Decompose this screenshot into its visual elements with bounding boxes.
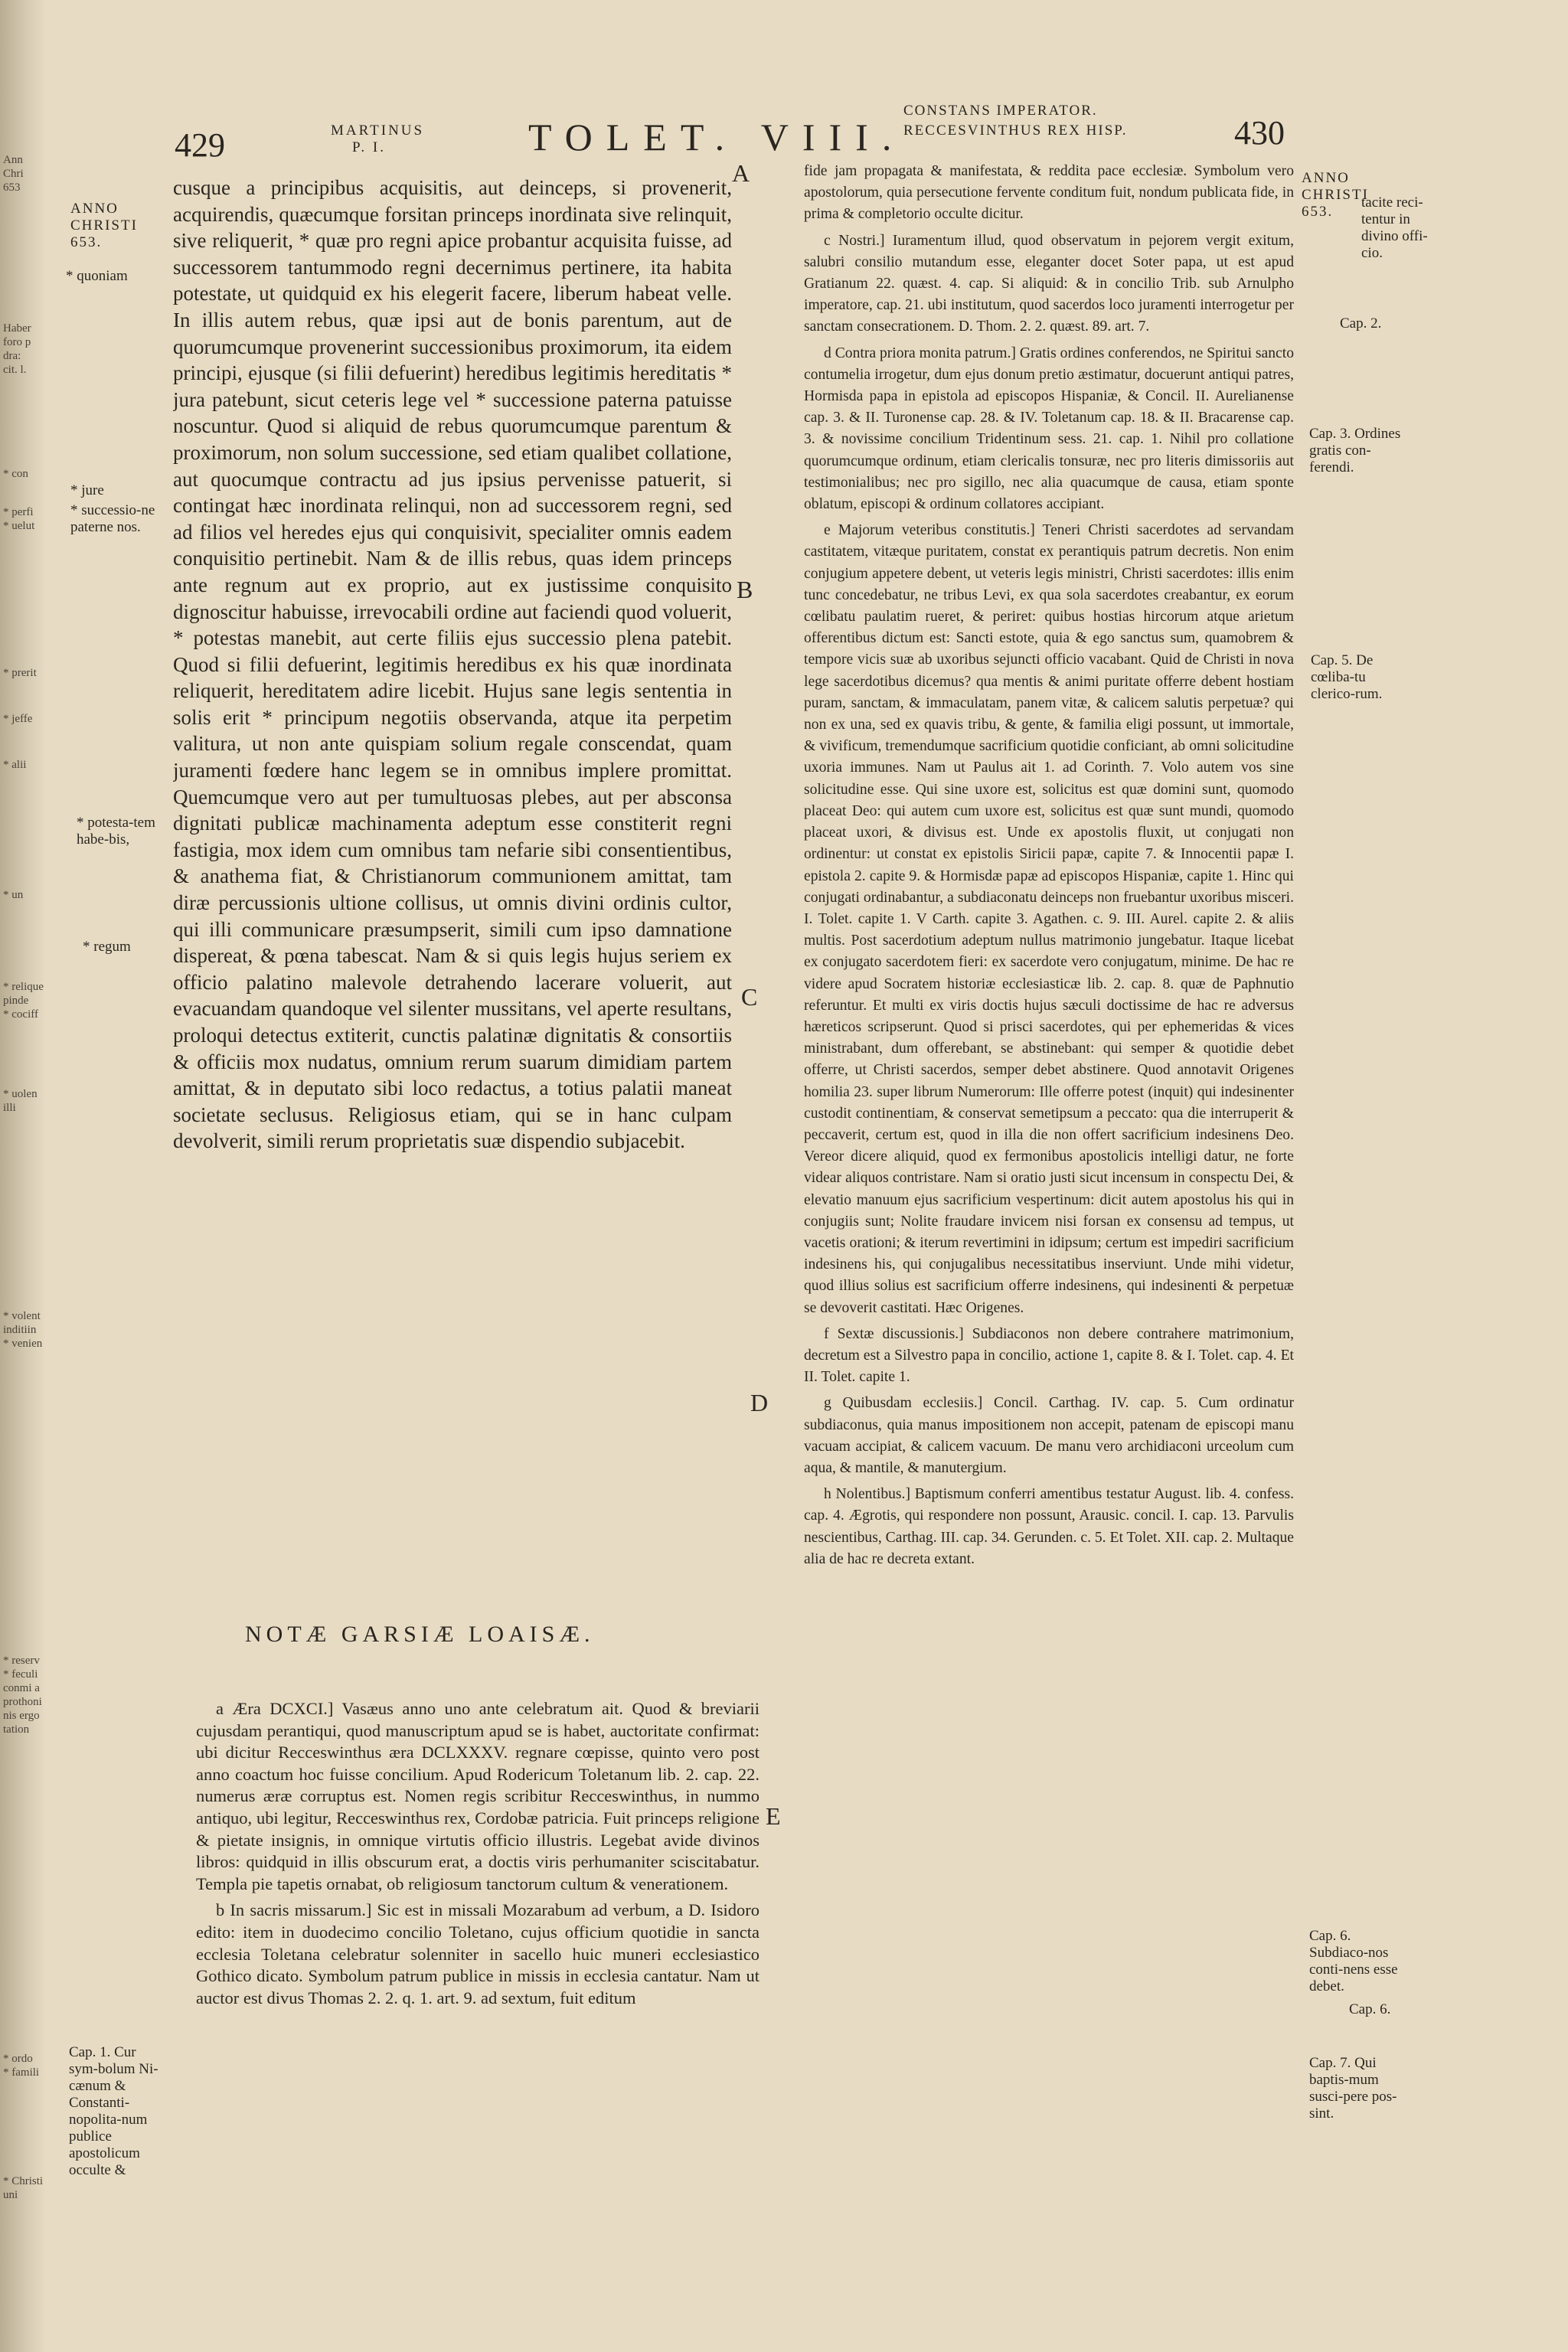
king-heading: RECCESVINTHUS REX HISP. [903,122,1128,139]
note-c: c Nostri.] Iuramentum illud, quod observatum in pejorem vergit exitum, salubri consilio mutandum esse, eleganter docet Soter papa, ut est apud Gratianum 22. quæst. 4. cap. Si aliquid: & in concilio Trib. sub Arnulpho imperatore, cap. 21. ubi institutum, quod sacerdos loco juramenti interrogetur per sanctam consecrationem. D. Thom. 2. 2. quæst. 89. art. 7. [804,232,1294,335]
note-a-continued: fide jam propagata & manifestata, & reddita pace ecclesiæ. Symbolum vero apostolorum, quia persecutione fervente conditum fuit, nondum publicata fide, in prima & completorio occulte dicitur. [804,163,1294,223]
margin-cap-6a: Cap. 6. Subdiaco-nos conti-nens esse debet. [1309,1928,1398,1994]
section-letter-b: B [737,576,753,603]
margin-year-left: ANNO CHRISTI 653. [70,201,138,250]
emperor-heading: CONSTANS IMPERATOR. [903,103,1098,119]
right-column-text [804,161,1294,2312]
margin-cap-3: Cap. 3. Ordines gratis con-ferendi. [1309,426,1401,475]
margin-note-quoniam: * quoniam [66,268,128,284]
left-column-paragraph: cusque a principibus acquisitis, aut deinceps, si provenerit, acquirendis, quæcumque forsitan princeps inordinata sive relinquit, sive reliquerit, * quæ pro regni apice probantur acquisita fuisse, ad successorem tantummodo regni decernimus pertinere, ita habita potestate, ut quidquid ex his elegerit facere, liberum habeat velle. In illis autem rebus, quæ ipsi aut de bonis parentum, aut de quorumcumque provenerint successionibus proximorum, ita eidem principi, ejusque (si filii defuerint) heredibus legitimis hereditatis * jura patebunt, sicut ceteris lege vel * successione paterna patuisse noscuntur. Quod si aliquid de rebus quorumcumque parentum & proximorum, non solum successione, sed etiam qualibet collatione, aut quocumque contractu ad jus ipsius pervenisse patuerit, si contingat hæc inordinata relinqui, non ad successorem regni, sed ad filios vel heredes ejus qui conquisivit, specialiter omnis eadem conquisitio pertinebit. Nam & de illis rebus, quas idem princeps ante regnum aut ex proprio, aut ex justissime conquisito dignoscitur habuisse, irrevocabili ordine aut faciendi quod voluerit, * potestas manebit, aut certe filiis ejus successio plena patebit. Quod si filii defuerint, legitimis heredibus ex his quæ inordinata reliquerit, hereditatem adire licebit. Hujus sane legis sententia in solis erit * principum negotiis observanda, atque ita perpetim valitura, ut non ante quispiam solium regale conscendat, quam juramenti fœdere hanc legem se in omnibus implere promittat. Quemcumque vero aut per tumultuosas plebes, aut per absconsa dignitati publicæ machinamenta adeptum esse constiterit regni fastigia, mox idem cum omnibus tam nefarie sibi consentientibus, & anathema fiat, & Christianorum communionem amittat, tam diræ percussionis ultione collisus, ut omnis divini ordinis cultor, qui illi communicare præsumpserit, simili cum ipso damnatione dispereat, & pœna tabescat. Nam & si quis legis hujus seriem ex officio palatino malevole detrahendo lacerare voluerit, aut evacuandam quandoque vel silenter mussitans, vel aperte resultans, proloqui detectus extiterit, cunctis palatinæ dignitatis & consortiis & officiis mox nudatus, omnium rerum suarum dimidiam partem amittat, & in deputato sibi loco redactus, a totius palatii maneat societate seclusus. Religiosus etiam, qui se in hanc culpam devolverit, simili rerum proprietatis suæ dispendio subjacebit. [173,176,732,1153]
note-b: b In sacris missarum.] Sic est in missali Mozarabum ad verbum, a D. Isidoro edito: item in duodecimo concilio Toletano, cujus officium quotidie in sancta ecclesia Toletana celebratur solenniter in sacello huic muneri ecclesiastico Gothico dicato. Symbolum patrum publice in missis in ecclesia cantatur. Nam ut auctor est divus Thomas 2. 2. q. 1. art. 9. ad sextum, fuit editum [196,1900,760,2007]
margin-note-successio: * successio-ne paterne nos. [70,502,155,535]
margin-note-tacite: tacite reci-tentur in divino offi-cio. [1361,194,1428,261]
page-number-left: 429 [175,126,225,164]
left-column-text [173,175,732,1583]
note-e: e Majorum veteribus constitutis.] Teneri Christi sacerdotes ad servandam castitatem, vitæque puritatem, constat ex perantiquis patrum decretis. Non enim conjugium appetere debent, ut veteris legis ministri, Christi sacerdotes: illis enim tunc concedebatur, ne tribus Levi, ex qua sola sacerdotes creabantur, ex eorum cœlibatu paulatim rueret, & periret: quibus hostias hircorum atque arietum offerentibus dictum est: Sancti estote, quia & ego sanctus sum, quamobrem & tempore vicis suæ ab uxoribus sejuncti officio vacabant. Quid de Christi in nova lege sacerdotibus dicemus? qua mentis & animi puritate offerre debent hostiam puram, sanctam, & immaculatam, panem vitæ, & calicem salutis perpetuæ? qui non ex una, sed ex quavis tribu, & gente, & familia eligi possunt, ut immortale, & vivificum, tremendumque sacrificium quotidie conficiant, ab omni solicitudine uxoria immunes. Nam ut Paulus ait 1. ad Corinth. 7. Volo autem vos sine solicitudine esse. Qui sine uxore est, solicitus est quæ domini sunt, quomodo placeat Deo: qui autem cum uxore est, solicitus est quæ sunt mundi, quomodo placeat uxori, & divisus est. Unde ex apostolis fluxit, ut conjugati non ordinentur: ut constat ex epistolis Siricii papæ, capite 7. & Innocentii papæ I. epistola 2. capite 9. & Hormisdæ papæ ad episcopos Hispaniæ, capite 1. Hinc qui conjugati ordinabantur, a subdiaconatu deinceps non fruebantur uxoribus misceri. I. Tolet. capite 1. V Carth. capite 3. Agathen. c. 9. III. Aurel. capite 2. & aliis multis. Post sacerdotium adeptum nullus matrimonio jungebatur. Itaque licebat ex conjugato sacerdotem fieri: ex sacerdote vero conjugatum, minime. De hac re videre apud Socratem historiæ ecclesiasticæ lib. 2. cap. 8. quæ de Paphnutio referuntur. Et multi ex viris doctis hujus sæculi doctissime de hac re adversus hæreticos scripserunt. Quod si prisci sacerdotes, qui per ephemeridas & vices ministrabant, dum offerebant, se abstinebant: qui semper & quotidie debet offerre, ut Christi sacerdos, semper debet abstinere. Quod annotavit Origenes homilia 23. super librum Numerorum: Ille offerre potest (inquit) qui indesinenter custodit continentiam, & conservat semetipsum a peccato: qua die interruperit & peccaverit, certum est, quod in illa die non offert sacrificium indesinens Deo. Vereor dicere aliquid, quod ex fermonibus apostolicis intelligi datur, ne forte videar aliquos contristare. Nam si oratio justi sicut incensum in conspectu Dei, & elevatio manuum ejus sacrificium vespertinum: dicit autem apostolus his qui in conjugiis sunt; Nolite fraudare invicem nisi forsan ex consensu ad tempus, ut vacetis orationi; & iterum revertimini in idipsum; certum est impediri sacrificium indesinens his, qui conjugalibus necessitatibus inserviunt. Unde mihi videtur, quod illius solius est sacrificium offerre indesinens, qui indesinenti & perpetuæ se devoverit castitati. Hæc Origenes. [804,522,1294,1316]
section-letter-c: C [741,983,758,1011]
notes-section-title: NOTÆ GARSIÆ LOAISÆ. [245,1622,595,1647]
margin-note-jure: * jure [70,482,104,498]
margin-cap-2: Cap. 2. [1340,315,1382,332]
note-g: g Quibusdam ecclesiis.] Concil. Carthag. IV. cap. 5. Cum ordinatur subdiaconus, quia manus impositionem non accepit, patenam de episcopi manu vacuam accipiat, & calicem vacuum. De manu vero archidiaconi urceolum cum aqua, & mantile, & manutergium. [804,1395,1294,1476]
section-letter-e: E [766,1802,781,1830]
margin-cap-6b: Cap. 6. [1349,2001,1391,2017]
left-notes [196,1694,760,2283]
margin-note-regum: * regum [83,939,131,955]
note-a: a Æra DCXCI.] Vasæus anno uno ante celebratum ait. Quod & breviarii cujusdam perantiqui, quod manuscriptum apud se is habet, auctoritate confirmat: ubi dicitur Recceswinthus æra DCLXXXV. regnare cœpisse, quinto vero post anno coactum hoc fuisse concilium. Apud Rodericum Toletanum lib. 2. cap. 22. numerus æræ corruptus est. Nomen regis scribitur Recceswinthus, in nummo antiquo, ubi legitur, Recceswinthus rex, Cordobæ patricia. Fuit princeps religione & pietate insignis, in omnique virtutis officio illustris. Legebat avide divinos libros: quidquid in illis obscurum erat, a doctis viris perhumaniter sciscitabatur. Templa pie tapetis ornabat, ob religiosum tanctorum cultum & venerationem. [196,1699,760,1893]
margin-cap-1: Cap. 1. Cur sym-bolum Ni-cænum & Constanti-nopolita-num publice apostolicum occulte & [69,2044,158,2178]
running-title: TOLET. VIII. [528,116,906,158]
pope-heading: MARTINUS P. I. [331,122,425,155]
previous-page-edge: Ann Chri 653 Haber foro p dra: cit. l. * con * perfi * uelut * prerit * jeffe * alii * un * relique pinde * cociff * uolen illi * volent inditiin * venien * reserv * feculi conmi a prothoni nis ergo tation * ordo * famili * Christi uni [0,0,46,2352]
margin-cap-5: Cap. 5. De cœliba-tu clerico-rum. [1311,652,1383,702]
margin-note-potestatem: * potesta-tem habe-bis, [77,815,155,848]
page-number-right: 430 [1234,114,1285,152]
margin-year-right: ANNO CHRISTI 653. [1302,170,1369,220]
section-letter-a: A [732,159,750,187]
note-f: f Sextæ discussionis.] Subdiaconos non debere contrahere matrimonium, decretum est a Silvestro papa in concilio, actione 1, capite 8. & I. Tolet. cap. 4. Et II. Tolet. capite 1. [804,1325,1294,1386]
note-d: d Contra priora monita patrum.] Gratis ordines conferendos, ne Spiritui sancto contumelia irrogetur, dum ejus donum pretio æstimatur, docuerunt antiqui patres, Hormisda papa in epistola ad episcopos Hispaniæ, & Concil. II. Aurelianense cap. 3. & II. Turonense cap. 28. & IV. Toletanum cap. 18. & II. Bracarense cap. 3. & novissime concilium Tridentinum sess. 21. cap. 1. Nihil pro collatione quorumcumque ordinum, etiam clericalis tonsuræ, nec pro literis dimissoriis aut testimonialibus; nec pro sigillo, nec alia quacumque de causa, etiam sponte oblatum, episcopi & ordinum collatores accipiant. [804,345,1294,513]
margin-cap-7: Cap. 7. Qui baptis-mum susci-pere pos-sint. [1309,2055,1397,2122]
section-letter-d: D [750,1389,769,1416]
note-h: h Nolentibus.] Baptismum conferri amentibus testatur August. lib. 4. confess. cap. 4. Ægrotis, qui respondere non possunt, Arausic. concil. I. cap. 13. Parvulis nescientibus, Carthag. III. cap. 34. Gerunden. c. 5. Et Tolet. XII. cap. 2. Multaque alia de hac re decreta extant. [804,1486,1294,1567]
